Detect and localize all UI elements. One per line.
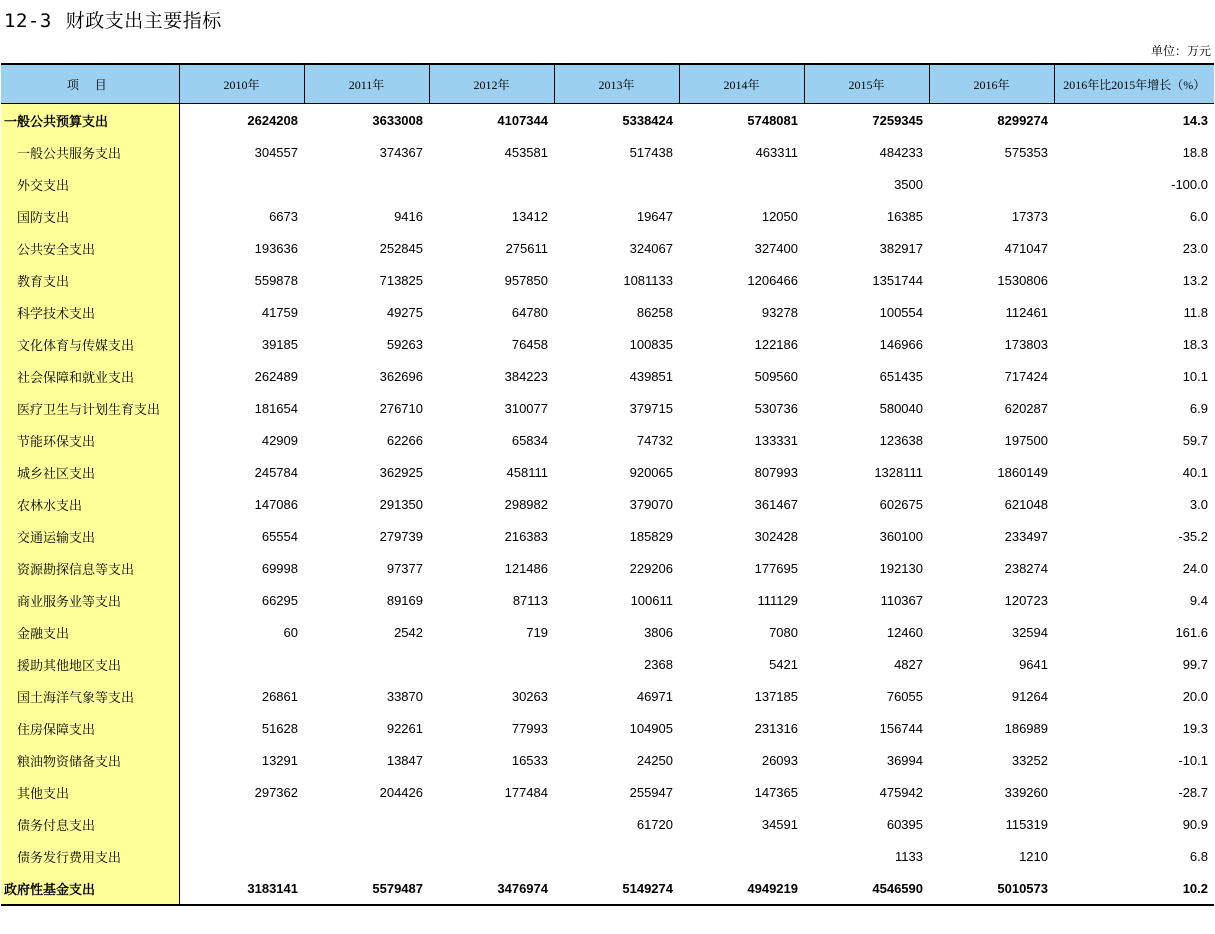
row-label: 医疗卫生与计划生育支出 [1,392,179,424]
table-cell: 133331 [754,432,798,448]
table-cell: 51628 [261,720,298,736]
table-cell: 3.0 [1189,496,1208,512]
table-cell: 173803 [1004,336,1048,352]
table-cell [304,840,429,872]
table-cell: 13291 [261,752,298,768]
table-row [1,392,1214,424]
table-cell: 23.0 [1182,240,1208,256]
table-cell: -35.2 [1178,528,1208,544]
table-cell: 91264 [1011,688,1048,704]
table-cell [429,648,554,680]
row-label: 粮油物资储备支出 [1,744,179,776]
row-label: 国土海洋气象等支出 [1,680,179,712]
table-cell: 9.4 [1189,592,1208,608]
table-cell: 204426 [379,784,423,800]
unit-label: 单位：万元 [1150,44,1211,58]
row-label: 城乡社区支出 [1,456,179,488]
table-cell: 137185 [754,688,798,704]
table-cell [429,808,554,840]
table-row [1,680,1214,712]
header-row [1,64,1214,104]
table-number: 12-3 [4,10,52,32]
table-cell: 339260 [1004,784,1048,800]
table-cell: 439851 [629,368,673,384]
table-cell: 193636 [254,240,298,256]
table-cell: 46971 [636,688,673,704]
table-cell: 297362 [254,784,298,800]
table-cell: 30263 [511,688,548,704]
table-cell: 713825 [379,272,423,288]
row-label: 金融支出 [1,616,179,648]
table-cell: 65834 [511,432,548,448]
table-cell: 13847 [386,752,423,768]
table-cell: 4546590 [804,872,929,905]
table-cell: 324067 [629,240,673,256]
row-label: 外交支出 [1,168,179,200]
table-cell: 39185 [261,336,298,352]
table-cell: 156744 [879,720,923,736]
table-cell: 100835 [629,336,673,352]
table-cell: 111129 [757,592,798,608]
table-cell: 112461 [1005,304,1048,320]
table-cell: 123638 [879,432,923,448]
table-cell [554,840,679,872]
table-cell: 147365 [754,784,798,800]
table-cell [304,168,429,200]
table-cell: 19647 [636,208,673,224]
table-cell: 177484 [504,784,548,800]
table-cell: 1328111 [874,464,923,480]
table-cell: 1206466 [747,272,798,288]
column-header: 2016年 [929,64,1054,104]
table-cell: 10.2 [1054,872,1214,905]
table-cell: 3633008 [372,112,423,128]
table-cell: 4827 [894,656,923,672]
table-cell: 18.8 [1182,144,1208,160]
column-header: 2016年比2015年增长（%） [1054,64,1214,104]
table-cell: 509560 [754,368,798,384]
row-label: 社会保障和就业支出 [1,360,179,392]
table-cell [179,808,304,840]
table-cell: 5338424 [622,112,673,128]
table-cell: 5748081 [747,112,798,128]
table-cell: 957850 [504,272,548,288]
table-cell: 361467 [754,496,798,512]
table-cell: 453581 [504,144,548,160]
table-cell: 87113 [512,592,548,608]
table-cell: 115319 [1005,816,1048,832]
table-cell: 19.3 [1182,720,1208,736]
table-cell: 7259345 [872,112,923,128]
table-cell: 379715 [629,400,673,416]
row-label: 援助其他地区支出 [1,648,179,680]
table-body [1,104,1214,906]
table-cell: 11.8 [1183,304,1208,320]
table-cell: 327400 [754,240,798,256]
table-cell: 6.0 [1189,208,1208,224]
table-cell [679,840,804,872]
table-cell: 484233 [879,144,923,160]
table-cell: 121486 [504,560,548,576]
table-cell: 7080 [769,624,798,640]
table-cell: 302428 [754,528,798,544]
table-cell: 181654 [254,400,298,416]
table-cell: 3476974 [429,872,554,905]
table-row [1,296,1214,328]
table-cell: 238274 [1004,560,1048,576]
table-row [1,520,1214,552]
table-cell: 185829 [629,528,673,544]
table-cell: 147086 [254,496,298,512]
table-cell [929,168,1054,200]
table-cell: 3183141 [179,872,304,905]
table-cell: 374367 [379,144,423,160]
table-cell: 1530806 [997,272,1048,288]
table-row [1,264,1214,296]
table-cell: 3500 [894,176,923,192]
page-title [4,6,222,33]
table-cell: 17373 [1011,208,1048,224]
column-header: 2015年 [804,64,929,104]
table-cell: 59.7 [1182,432,1208,448]
row-label: 一般公共预算支出 [1,104,179,137]
table-cell: 120723 [1004,592,1048,608]
table-cell: 1351744 [872,272,923,288]
column-header: 2012年 [429,64,554,104]
table-cell: 61720 [636,816,673,832]
table-cell: 255947 [629,784,673,800]
table-cell: 9416 [394,208,423,224]
table-cell: 66295 [261,592,298,608]
row-label: 节能环保支出 [1,424,179,456]
table-row [1,200,1214,232]
table-cell: 89169 [386,592,423,608]
table-cell: 33252 [1011,752,1048,768]
column-header: 2013年 [554,64,679,104]
table-cell: 13.2 [1182,272,1208,288]
table-cell: 621048 [1004,496,1048,512]
row-label: 债务付息支出 [1,808,179,840]
table-cell: 262489 [254,368,298,384]
table-row [1,840,1214,872]
table-cell: 34591 [761,816,798,832]
table-cell: 530736 [754,400,798,416]
table-cell: 110367 [880,592,923,608]
table-cell: 104905 [629,720,673,736]
table-cell: 62266 [386,432,423,448]
table-cell: 1860149 [997,464,1048,480]
table-row [1,104,1214,137]
table-row [1,456,1214,488]
row-label: 政府性基金支出 [1,872,179,905]
table-cell: 20.0 [1182,688,1208,704]
table-row [1,424,1214,456]
table-cell: 33870 [386,688,423,704]
table-cell: 16533 [511,752,548,768]
table-cell: 177695 [754,560,798,576]
table-row [1,616,1214,648]
table-cell: 384223 [504,368,548,384]
table-cell: 24.0 [1182,560,1208,576]
table-cell: 620287 [1004,400,1048,416]
table-cell: 2624208 [247,112,298,128]
table-cell: 69998 [261,560,298,576]
table-cell: 76055 [886,688,923,704]
table-cell: 32594 [1011,624,1048,640]
row-label: 住房保障支出 [1,712,179,744]
table-cell: 276710 [379,400,423,416]
table-cell: 233497 [1004,528,1048,544]
table-cell: 382917 [879,240,923,256]
table-cell: 16385 [886,208,923,224]
table-cell: 216383 [504,528,548,544]
table-cell [679,168,804,200]
row-label: 其他支出 [1,776,179,808]
table-cell: 64780 [511,304,548,320]
table-cell: 5579487 [304,872,429,905]
table-cell: 602675 [879,496,923,512]
table-cell: 60395 [886,816,923,832]
table-cell: 580040 [879,400,923,416]
table-cell [429,168,554,200]
table-cell: 2542 [394,624,423,640]
table-row [1,136,1214,168]
row-label: 一般公共服务支出 [1,136,179,168]
row-label: 债务发行费用支出 [1,840,179,872]
table-cell: 100554 [879,304,923,320]
column-header: 2010年 [179,64,304,104]
table-cell: 97377 [386,560,423,576]
table-cell: 559878 [254,272,298,288]
table-title: 财政支出主要指标 [65,10,222,32]
table-cell [304,648,429,680]
table-row [1,776,1214,808]
table-cell: 26093 [761,752,798,768]
table-cell [429,840,554,872]
table-cell: 229206 [629,560,673,576]
row-label: 交通运输支出 [1,520,179,552]
table-row [1,232,1214,264]
table-cell: -10.1 [1178,752,1208,768]
table-cell: 5421 [769,656,798,672]
table-cell: 310077 [504,400,548,416]
table-cell: 4949219 [679,872,804,905]
table-row [1,488,1214,520]
table-cell: 76458 [511,336,548,352]
table-cell: 86258 [636,304,673,320]
table-row [1,808,1214,840]
table-cell: 245784 [254,464,298,480]
table-row [1,872,1214,905]
table-cell: 1210 [1019,848,1048,864]
table-row [1,360,1214,392]
table-cell: 60 [283,624,298,640]
table-cell: 65554 [261,528,298,544]
column-header: 项 目 [1,64,179,104]
row-label: 商业服务业等支出 [1,584,179,616]
table-cell: 12460 [886,624,923,640]
table-row [1,712,1214,744]
table-cell: 6.9 [1189,400,1208,416]
table-cell: 3806 [644,624,673,640]
table-cell: 362696 [379,368,423,384]
table-row [1,328,1214,360]
table-cell: 298982 [504,496,548,512]
table-cell: 74732 [636,432,673,448]
table-cell: 463311 [755,144,798,160]
table-cell: 26861 [261,688,298,704]
table-cell: 807993 [754,464,798,480]
table-cell: 41759 [261,304,298,320]
row-label: 科学技术支出 [1,296,179,328]
table-cell: 1081133 [623,272,673,288]
table-cell: 5010573 [929,872,1054,905]
table-cell: 13412 [511,208,548,224]
table-cell: 6673 [269,208,298,224]
table-cell: 279739 [379,528,423,544]
table-cell: 100611 [630,592,673,608]
table-cell: 122186 [754,336,798,352]
table-cell: 291350 [379,496,423,512]
table-cell: 9641 [1019,656,1048,672]
table-cell: 379070 [629,496,673,512]
table-cell: 458111 [506,464,548,480]
table-cell: 186989 [1004,720,1048,736]
table-cell: 92261 [386,720,423,736]
row-label: 国防支出 [1,200,179,232]
table-cell: 475942 [879,784,923,800]
table-cell [179,168,304,200]
table-cell: -28.7 [1178,784,1208,800]
table-cell: 304557 [254,144,298,160]
row-label: 教育支出 [1,264,179,296]
table-cell: 8299274 [997,112,1048,128]
table-cell: 517438 [629,144,673,160]
table-cell: 360100 [879,528,923,544]
table-cell: 717424 [1004,368,1048,384]
table-cell: 36994 [886,752,923,768]
table-cell: 6.8 [1189,848,1208,864]
table-cell: 252845 [379,240,423,256]
table-cell [179,840,304,872]
table-cell: 920065 [629,464,673,480]
table-cell: 192130 [879,560,923,576]
column-header: 2014年 [679,64,804,104]
table-cell: 146966 [879,336,923,352]
table-cell [304,808,429,840]
row-label: 公共安全支出 [1,232,179,264]
data-table [1,63,1214,906]
table-cell: -100.0 [1171,176,1208,192]
table-cell: 18.3 [1182,336,1208,352]
table-cell: 471047 [1004,240,1048,256]
column-header: 2011年 [304,64,429,104]
table-cell: 1133 [895,848,923,864]
table-cell: 49275 [386,304,423,320]
table-cell [554,168,679,200]
row-label: 农林水支出 [1,488,179,520]
table-cell: 40.1 [1182,464,1208,480]
table-cell: 575353 [1004,144,1048,160]
table-cell: 719 [526,624,548,640]
table-cell: 59263 [386,336,423,352]
table-cell: 5149274 [554,872,679,905]
table-row [1,744,1214,776]
row-label: 资源勘探信息等支出 [1,552,179,584]
table-cell: 10.1 [1182,368,1208,384]
table-cell: 77993 [511,720,548,736]
table-cell: 12050 [761,208,798,224]
table-cell: 90.9 [1182,816,1208,832]
table-cell: 651435 [879,368,923,384]
table-cell: 24250 [636,752,673,768]
table-row [1,168,1214,200]
table-cell: 197500 [1004,432,1048,448]
table-cell: 42909 [261,432,298,448]
table-cell [179,648,304,680]
table-cell: 2368 [644,656,673,672]
table-cell: 93278 [761,304,798,320]
table-row [1,584,1214,616]
table-row [1,552,1214,584]
table-cell: 161.6 [1175,624,1208,640]
row-label: 文化体育与传媒支出 [1,328,179,360]
table-cell: 362925 [379,464,423,480]
table-row [1,648,1214,680]
table-cell: 14.3 [1182,112,1208,128]
table-cell: 4107344 [497,112,548,128]
table-cell: 231316 [754,720,798,736]
table-cell: 275611 [505,240,548,256]
table-cell: 99.7 [1182,656,1208,672]
